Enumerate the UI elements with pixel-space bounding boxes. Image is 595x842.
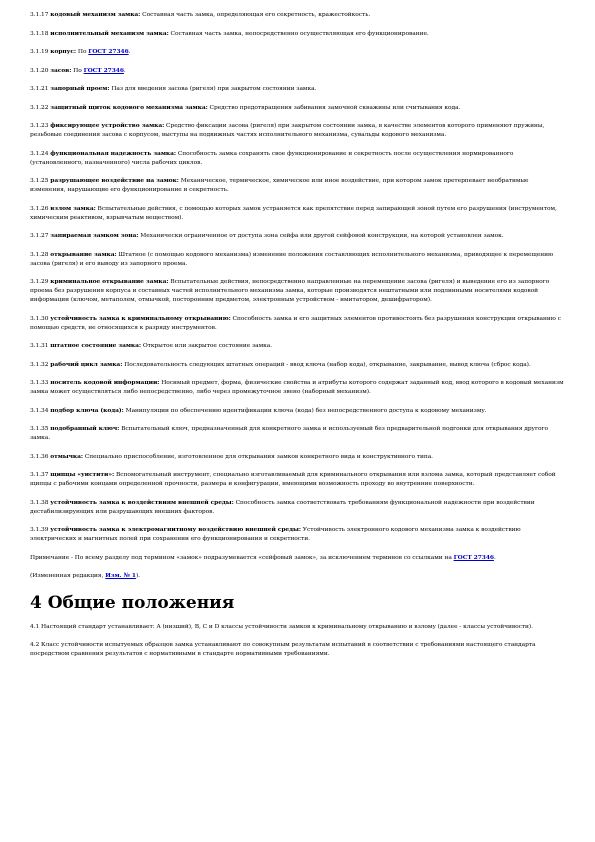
clause-number: 3.1.38 bbox=[30, 499, 49, 506]
amendment-link[interactable]: Изм. № 1 bbox=[105, 572, 136, 579]
term: устойчивость замка к криминальному открыванию: bbox=[50, 314, 231, 322]
term: подбор ключа (кода): bbox=[50, 406, 124, 414]
definition-item bbox=[30, 149, 565, 168]
term: рабочий цикл замка: bbox=[50, 360, 123, 368]
definition-item bbox=[30, 470, 565, 489]
definition-text: Устойчивость электронного кодового механизма замка к воздействию электрических и магнитных полей при сохранении его функционирования и секретности. bbox=[30, 527, 521, 542]
definition-item bbox=[30, 314, 565, 333]
term: носитель кодовой информации: bbox=[50, 379, 160, 386]
clause-number: 3.1.24 bbox=[30, 150, 49, 157]
definition-text: Паз для введения засова (ригеля) при закрытом состоянии замка. bbox=[109, 86, 317, 92]
clause-number: 3.1.39 bbox=[30, 527, 49, 533]
clause-number: 3.1.32 bbox=[30, 361, 49, 368]
clause-number: 3.1.18 bbox=[30, 30, 49, 37]
definition-text: Способность замка сохранять свое функционирование и секретность после осуществления нормированного (установленного, назначенного) числа рабочих циклов. bbox=[30, 150, 514, 166]
definition-item bbox=[30, 10, 565, 20]
definition-item bbox=[30, 360, 565, 370]
definition-text: Специально приспособление, изготовленное для открывания замков конкретного вида и конструктивного типа. bbox=[83, 453, 434, 460]
amendment-after: ). bbox=[135, 573, 141, 579]
definition-text: Средство предотвращения забивания замочной скважины или считывания кода. bbox=[207, 104, 461, 111]
definition-text: По bbox=[71, 67, 84, 74]
gost-27346-link[interactable]: ГОСТ 27346 bbox=[83, 66, 124, 74]
definition-item bbox=[30, 378, 565, 397]
term: защитный щиток кодового механизма замка: bbox=[50, 103, 208, 111]
definition-item bbox=[30, 424, 565, 443]
definition-item bbox=[30, 231, 565, 241]
term: отмычка: bbox=[50, 452, 84, 460]
definition-text: Способность замка и его защитных элементов противостоять без разрушения конструкции открыванию с помощью средств, не относящихся к разряду инструментов. bbox=[30, 315, 561, 331]
definitions-list bbox=[30, 10, 565, 544]
definition-text: Вспытательные действия, с помощью которых замок устраняется как препятствие перед запирающей зоной путем его разрушения (инструментом, химическим реактивом, взрывчатым веществом). bbox=[30, 205, 557, 221]
clause-number: 3.1.26 bbox=[30, 205, 49, 212]
clause-number: 3.1.19 bbox=[30, 49, 49, 55]
term: корпус: bbox=[50, 48, 77, 55]
term: открывание замка: bbox=[50, 250, 117, 258]
clause-number: 3.1.36 bbox=[30, 453, 49, 460]
definition-text: Составная часть замка, непосредственно осуществляющая его функционирование. bbox=[168, 30, 429, 37]
clause-number: 3.1.17 bbox=[30, 12, 49, 18]
term: разрушающее воздействие на замок: bbox=[50, 177, 179, 184]
definition-item bbox=[30, 29, 565, 39]
definition-text: Механическое, термическое, химическое или иное воздействие, при котором замок претерпевает необратимые изменения, нарушающие его функционирование и секретность. bbox=[30, 178, 529, 193]
clause-number: 3.1.33 bbox=[30, 380, 49, 386]
clause-number: 3.1.29 bbox=[30, 279, 49, 285]
definition-text: Вспытательные действия, непосредственно направленные на перемещение засова (ригеля) и выведение его из запорного проема без разрушения корпуса и составных частей исполнительного механизма замка, которые производятся нештатными или подлинными носителями кодовой информации (ключом, метаполем, отмычкой, посторонним предметом, электронным устройством - имитатором, дешифратором). bbox=[30, 279, 550, 303]
definition-item bbox=[30, 121, 565, 140]
definition-item bbox=[30, 525, 565, 544]
term: устойчивость замка к электромагнитному воздействию внешней среды: bbox=[50, 526, 301, 533]
section-paragraph: 4.2 Класс устойчивости испытуемых образцов замка устанавливают по совокупным результатам испытаний в соответствии с требованиями настоящего стандарта посредством сравнения результатов с нормативными в стандарте нормативными требованиями. bbox=[30, 641, 536, 657]
term: функциональная надежность замка: bbox=[50, 149, 176, 157]
note-text: Примечание - По всему разделу под термином «замок» подразумевается «сейфовый замок», за исключением терминов со ссылками на bbox=[30, 554, 454, 561]
term: кодовый механизм замка: bbox=[50, 11, 141, 18]
definition-item bbox=[30, 47, 565, 57]
definition-item bbox=[30, 452, 565, 462]
definition-text: Манипуляции по обеспечению идентификации ключа (кода) без непосредственного доступа к кодовому механизму. bbox=[123, 407, 487, 414]
note-paragraph bbox=[30, 553, 565, 563]
definition-text: Вспомогательный инструмент, специально изготавливаемый для криминального открывания или взлома замка, который представляет собой щипцы с рабочими концами определенной прочности, размера и конфигурации, имеющими возможность проходу во внутренние поверхности. bbox=[30, 472, 556, 487]
term: исполнительный механизм замка: bbox=[50, 29, 169, 37]
definition-after: . bbox=[128, 49, 131, 55]
section-heading: 4 Общие положения bbox=[30, 593, 235, 613]
gost-27346-link[interactable]: ГОСТ 27346 bbox=[453, 553, 494, 561]
clause-number: 3.1.31 bbox=[30, 343, 49, 349]
term: щипцы «уистити»: bbox=[50, 471, 115, 478]
clause-number: 3.1.28 bbox=[30, 251, 49, 258]
definition-item bbox=[30, 277, 565, 305]
definition-item bbox=[30, 66, 565, 76]
clause-number: 3.1.37 bbox=[30, 472, 49, 478]
gost-27346-link[interactable]: ГОСТ 27346 bbox=[88, 48, 129, 55]
amendment-paragraph bbox=[30, 571, 565, 581]
definition-item bbox=[30, 84, 565, 94]
definition-item bbox=[30, 204, 565, 223]
clause-number: 3.1.21 bbox=[30, 86, 49, 92]
note-after: . bbox=[493, 554, 496, 561]
definition-item bbox=[30, 341, 565, 351]
definition-text: Носимый предмет, форма, физические свойства и атрибуты которого содержат заданный код, ввод которого в кодовый механизм замка может осуществляться либо непосредственно, либо через промежуточное звено (наборный механизм). bbox=[30, 380, 564, 395]
term: фиксирующее устройство замка: bbox=[50, 122, 165, 129]
amendment-prefix: (Измененная редакция, bbox=[30, 573, 106, 579]
definition-item bbox=[30, 498, 565, 517]
definition-text: Механически ограниченное от доступа зона сейфа или другой сейфовой конструкции, на которой установлен замок. bbox=[138, 233, 504, 239]
definition-text: Штатное (с помощью кодового механизма) изменение положения составляющих исполнительного механизма, приводящее к перемещению засова (ригеля) и его выводу из запорного проема. bbox=[30, 251, 554, 267]
term: криминальное открывание замка: bbox=[50, 278, 169, 285]
definition-text: Способность замка соответствовать требованиям функциональной надежности при воздействии дестабилизирующих или разрушающих внешних факторов. bbox=[30, 499, 535, 515]
definition-text: Последовательность следующих штатных операций - ввод ключа (набор кода), открывание, закрывание, вывод ключа (сброс кода). bbox=[122, 361, 531, 368]
term: засов: bbox=[50, 66, 72, 74]
term: штатное состояние замка: bbox=[50, 342, 142, 349]
definition-item bbox=[30, 103, 565, 113]
definition-text: Вспытательный ключ, предназначенный для конкретного замка и используемый без предварительной подгонки для открывания другого замка. bbox=[30, 426, 549, 441]
clause-number: 3.1.25 bbox=[30, 178, 49, 184]
definition-item bbox=[30, 406, 565, 416]
clause-number: 3.1.20 bbox=[30, 67, 49, 74]
term: устойчивость замка к воздействиям внешней среды: bbox=[50, 498, 234, 506]
clause-number: 3.1.27 bbox=[30, 233, 49, 239]
document-page bbox=[30, 10, 565, 667]
clause-number: 3.1.35 bbox=[30, 426, 49, 432]
definition-item bbox=[30, 250, 565, 269]
definition-text: Составная часть замка, определяющая его секретность, кражестойкость. bbox=[140, 12, 371, 18]
term: запираемая замком зона: bbox=[50, 232, 139, 239]
term: подобранный ключ: bbox=[50, 425, 120, 432]
clause-number: 3.1.22 bbox=[30, 104, 49, 111]
clause-number: 3.1.30 bbox=[30, 315, 49, 322]
definition-text: По bbox=[76, 49, 89, 55]
clause-number: 3.1.23 bbox=[30, 123, 49, 129]
term: запорный проем: bbox=[50, 85, 110, 92]
definition-item bbox=[30, 176, 565, 195]
section-paragraph: 4.1 Настоящий стандарт устанавливает: A (низший), B, C и D классы устойчивости замков к криминальному открыванию и взлому (далее - классы устойчивости). bbox=[30, 624, 534, 630]
clause-number: 3.1.34 bbox=[30, 407, 49, 414]
definition-text: Средство фиксации засова (ригеля) при закрытом состоянии замка, в качестве элементов которого применяют пружины, резьбовые соединения засова с корпусом, выступы на подвижных частях исполнительного механизма, сувальды кодового механизма. bbox=[30, 123, 545, 138]
definition-after: . bbox=[123, 67, 126, 74]
term: взлом замка: bbox=[50, 204, 96, 212]
definition-text: Открытое или закрытое состояние замка. bbox=[141, 343, 273, 349]
